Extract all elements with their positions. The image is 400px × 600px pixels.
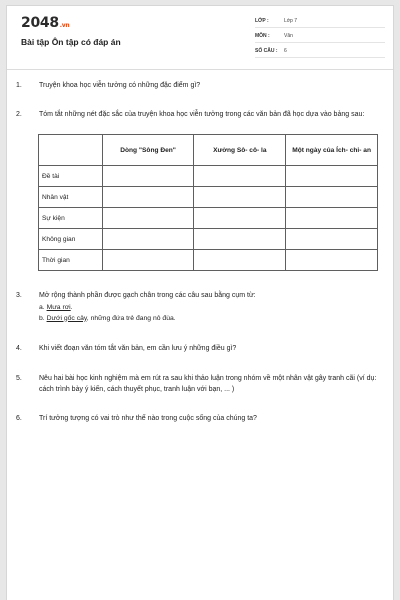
- meta-label: SỐ CÂU :: [255, 48, 278, 54]
- sub-item-rest: , những đứa trẻ đang nô đùa.: [86, 314, 176, 322]
- table-cell: [194, 208, 286, 229]
- table-cell: [102, 208, 194, 229]
- table-cell: [102, 166, 194, 187]
- meta-value: 6: [284, 48, 287, 54]
- table-header-cell: [39, 135, 103, 166]
- meta-label: LỚP :: [255, 18, 269, 24]
- table-row: [39, 208, 378, 229]
- sub-item-prefix: b.: [39, 314, 47, 322]
- table-header-cell: Dòng "Sông Đen": [102, 135, 194, 166]
- sub-item-a: [39, 302, 384, 313]
- row-label: Đề tài: [39, 166, 103, 187]
- question-2: [16, 110, 384, 121]
- table-cell: [286, 250, 378, 271]
- question-text: Khi viết đoạn văn tóm tắt văn bản, em cần lưu ý những điều gì?: [39, 345, 237, 352]
- question-number: 1.: [16, 82, 22, 89]
- table-row: [39, 229, 378, 250]
- question-text: Tóm tắt những nét đặc sắc của truyện khoa học viễn tưởng trong các văn bản đã học dựa vào bảng sau:: [39, 111, 365, 118]
- underlined-phrase: Mưa rơi: [46, 303, 71, 311]
- table-cell: [194, 250, 286, 271]
- table-cell: [102, 250, 194, 271]
- table-cell: [194, 229, 286, 250]
- meta-row-count: [255, 46, 385, 58]
- table-cell: [102, 229, 194, 250]
- question-number: 2.: [16, 111, 22, 118]
- question-number: 5.: [16, 375, 22, 382]
- question-6: [16, 414, 384, 425]
- table-cell: [286, 208, 378, 229]
- meta-row-subject: [255, 31, 385, 43]
- row-label: Thời gian: [39, 250, 103, 271]
- sub-item-prefix: a.: [39, 303, 47, 311]
- table-row: [39, 187, 378, 208]
- meta-label: MÔN :: [255, 33, 270, 39]
- table-cell: [102, 187, 194, 208]
- question-number: 6.: [16, 415, 22, 422]
- table-cell: [194, 166, 286, 187]
- table-header-cell: Một ngày của Ích- chi- an: [286, 135, 378, 166]
- question-text: Mở rộng thành phần được gạch chân trong các câu sau bằng cụm từ:: [39, 292, 256, 299]
- question-4: [16, 344, 384, 355]
- logo-suffix: .vn: [59, 22, 70, 29]
- table-cell: [286, 229, 378, 250]
- table-header-row: [39, 135, 378, 166]
- row-label: Không gian: [39, 229, 103, 250]
- meta-row-class: [255, 16, 385, 28]
- table-cell: [194, 187, 286, 208]
- document-title: Bài tập Ôn tập có đáp án: [21, 37, 121, 47]
- question-5: [16, 374, 384, 395]
- meta-value: Văn: [284, 33, 293, 39]
- question-text: Truyện khoa học viễn tưởng có những đặc điểm gì?: [39, 82, 201, 89]
- question-text: Nêu hai bài học kinh nghiệm mà em rút ra sau khi thảo luận trong nhóm về một nhân vật gây tranh cãi (ví dụ: cách trình bày ý kiến, cách thuyết phục, tranh luận với bạn, ... ): [39, 375, 377, 393]
- sub-item-b: [39, 313, 384, 324]
- row-label: Nhân vật: [39, 187, 103, 208]
- header-divider: [7, 69, 393, 70]
- row-label: Sự kiện: [39, 208, 103, 229]
- question-number: 3.: [16, 292, 22, 299]
- table-cell: [286, 187, 378, 208]
- table-header-cell: Xưởng Sô- cô- la: [194, 135, 286, 166]
- meta-value: Lớp 7: [284, 18, 298, 24]
- question-1: [16, 81, 384, 92]
- logo-text: 2048: [21, 15, 59, 31]
- site-logo[interactable]: [21, 15, 69, 31]
- table-cell: [286, 166, 378, 187]
- underlined-phrase: Dưới gốc cây: [46, 314, 87, 322]
- question-text: Trí tưởng tượng có vai trò như thế nào trong cuộc sống của chúng ta?: [39, 415, 257, 422]
- question-3: [16, 291, 384, 324]
- sub-item-rest: .: [70, 303, 73, 311]
- table-row: [39, 166, 378, 187]
- question-number: 4.: [16, 345, 22, 352]
- table-row: [39, 250, 378, 271]
- summary-table: [38, 134, 378, 271]
